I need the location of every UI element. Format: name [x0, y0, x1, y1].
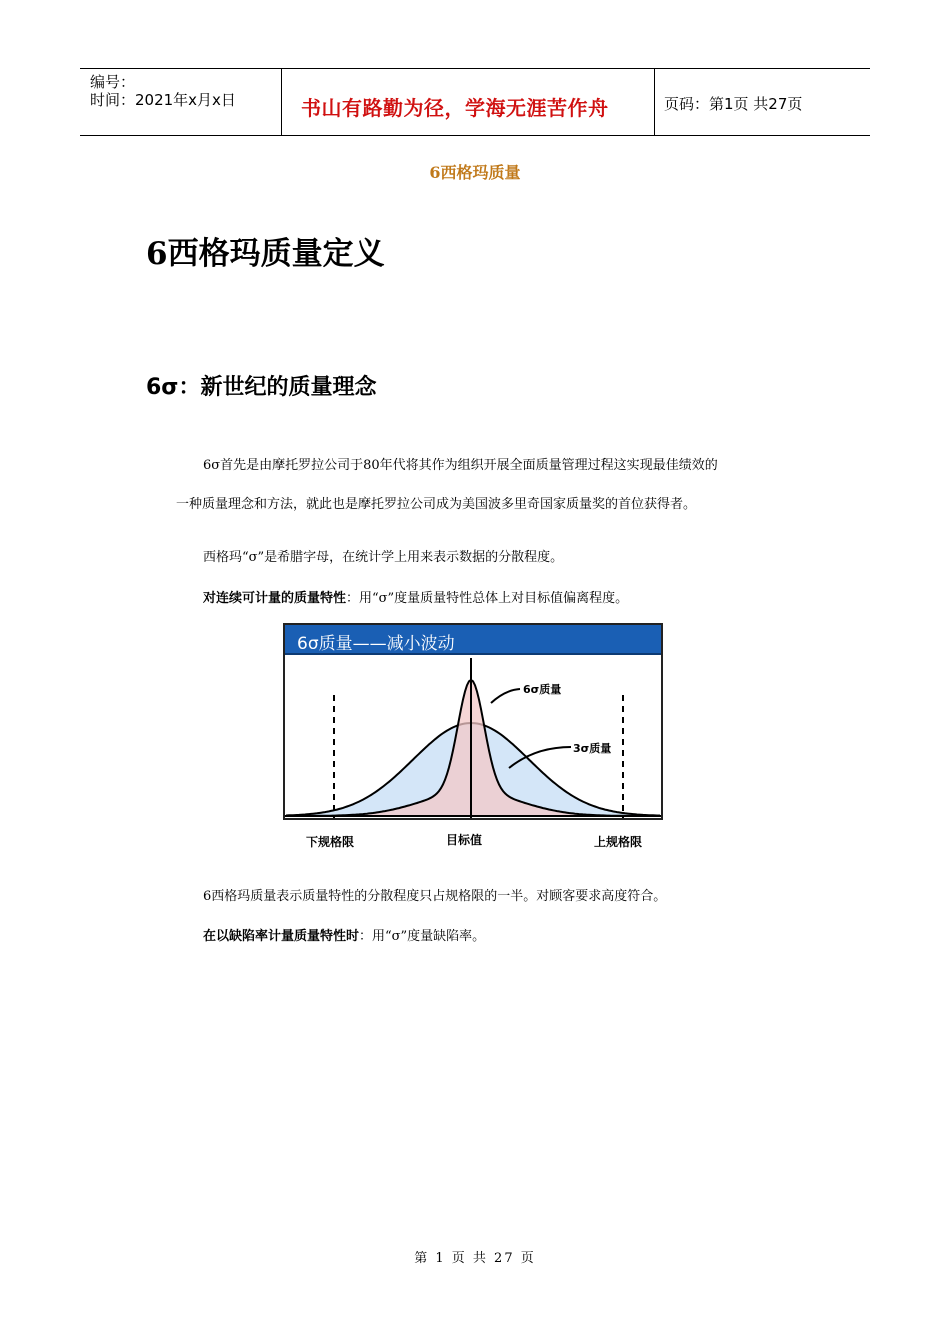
paragraph-1-line-1: 6σ首先是由摩托罗拉公司于80年代将其作为组织开展全面质量管理过程这实现最佳绩效的 [203, 458, 718, 473]
page-heading: 6西格玛质量定义 [146, 236, 385, 272]
label-pointer-6sigma [491, 689, 520, 703]
chart-title-bar [285, 625, 661, 655]
axis-label-upper-spec: 上规格限 [594, 835, 643, 849]
paragraph-3-lead: 对连续可计量的质量特性 [203, 591, 347, 606]
paragraph-5 [203, 928, 485, 946]
header-number-label: 编号： [90, 73, 136, 91]
paragraph-3-body: ：用“σ”度量质量特性总体上对目标值偏离程度。 [346, 591, 629, 606]
paragraph-5-lead: 在以缺陷率计量质量特性时 [203, 929, 360, 944]
header-divider-1 [281, 68, 282, 136]
chart-title: 6σ质量——减小波动 [297, 634, 455, 654]
paragraph-2: 西格玛“σ”是希腊字母，在统计学上用来表示数据的分散程度。 [203, 550, 564, 565]
header-top-border [80, 68, 870, 69]
paragraph-4: 6西格玛质量表示质量特性的分散程度只占规格限的一半。对顾客要求高度符合。 [203, 889, 667, 904]
header-page-info: 页码：第1页 共27页 [664, 95, 803, 113]
sigma-chart [283, 623, 663, 820]
chart-plot [285, 655, 661, 818]
series-label-3sigma: 3σ质量 [573, 742, 612, 755]
axis-label-target: 目标值 [446, 833, 483, 847]
header-divider-2 [654, 68, 655, 136]
paragraph-3 [203, 590, 628, 608]
section-heading: 6σ：新世纪的质量理念 [146, 375, 377, 400]
page-footer: 第 1 页 共 27 页 [414, 1251, 536, 1266]
paragraph-5-body: ：用“σ”度量缺陷率。 [359, 929, 486, 944]
axis-label-lower-spec: 下规格限 [306, 835, 355, 849]
header-bottom-border [80, 135, 870, 136]
series-label-6sigma: 6σ质量 [523, 683, 562, 696]
header-time-label: 时间：2021年x月x日 [90, 91, 236, 109]
document-title: 6西格玛质量 [429, 163, 521, 182]
paragraph-1-line-2: 一种质量理念和方法，就此也是摩托罗拉公司成为美国波多里奇国家质量奖的首位获得者。 [176, 497, 697, 512]
header-motto: 书山有路勤为径，学海无涯苦作舟 [301, 96, 609, 120]
